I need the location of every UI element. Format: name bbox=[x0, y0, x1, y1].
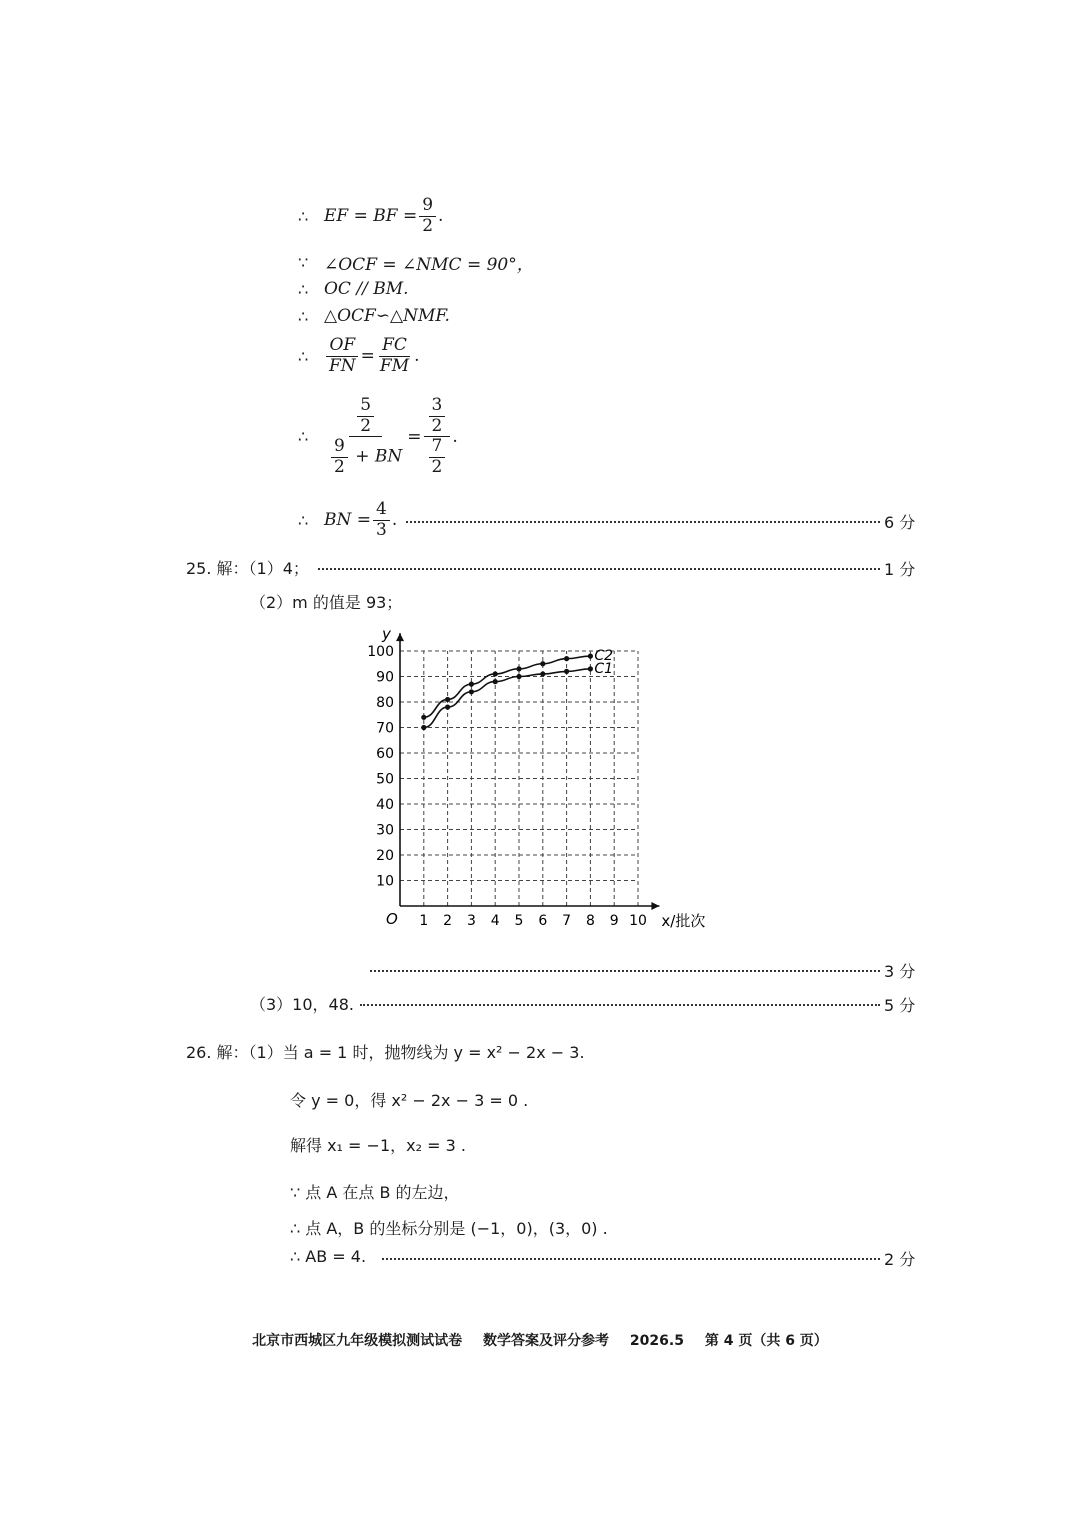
q24-line-parallel bbox=[298, 279, 409, 299]
q26-head: 26. 解：（1）当 a = 1 时，抛物线为 y = x² − 2x − 3. bbox=[186, 1043, 585, 1062]
therefore-symbol: ∴ bbox=[298, 306, 309, 326]
q26-line3: 解得 x₁ = −1，x₂ = 3 . bbox=[290, 1136, 466, 1155]
q24-line-ratio: ∴ $\frac{OF}{FN}$ = $\frac{FC}{FM}$ . bbox=[298, 335, 420, 376]
dot-leader bbox=[406, 521, 880, 523]
similar-triangles: △OCF∽△NMF. bbox=[324, 306, 450, 326]
data-point bbox=[564, 656, 569, 661]
y-axis-label: y bbox=[382, 625, 391, 644]
bn-equation: BN = bbox=[324, 510, 372, 531]
data-point bbox=[493, 671, 498, 676]
dot-leader bbox=[360, 1004, 880, 1006]
q24-line-angle bbox=[298, 250, 534, 275]
chart-ticks bbox=[367, 644, 647, 929]
y-tick-label: 20 bbox=[376, 848, 394, 864]
x-tick-label: 10 bbox=[629, 913, 647, 929]
series-label-c1: C1 bbox=[594, 660, 614, 677]
chart-grid bbox=[400, 651, 638, 906]
q25-part3: （3）10，48. bbox=[250, 995, 354, 1014]
fraction-of-fn: $\frac{OF}{FN}$ bbox=[326, 336, 359, 376]
footer-page: 第 4 页（共 6 页） bbox=[704, 1333, 828, 1349]
x-tick-label: 1 bbox=[419, 913, 429, 929]
data-point bbox=[445, 697, 450, 702]
therefore-symbol: ∴ bbox=[298, 510, 309, 530]
y-tick-label: 10 bbox=[376, 873, 394, 890]
data-point bbox=[469, 689, 474, 694]
x-axis-label: x/批次 bbox=[661, 912, 706, 930]
x-tick-label: 2 bbox=[443, 913, 453, 929]
series-label-c2: C2 bbox=[594, 648, 614, 665]
fraction-4-3: $\frac{4}{3}$ bbox=[373, 500, 390, 540]
origin-label: O bbox=[386, 910, 398, 928]
score-3: 3 分 bbox=[884, 962, 916, 981]
page-footer bbox=[0, 1330, 1080, 1350]
x-tick-label: 7 bbox=[562, 913, 572, 929]
data-point bbox=[516, 674, 521, 679]
fraction-fc-fm: $\frac{FC}{FM}$ bbox=[379, 335, 410, 376]
data-point bbox=[588, 654, 593, 659]
dot-leader bbox=[382, 1258, 880, 1260]
angle-equation: ∠OCF = ∠NMC = 90°， bbox=[324, 255, 534, 275]
compound-fraction-left: $\frac{5}{2}$ $\frac{9}{2}$ + BN bbox=[326, 396, 405, 477]
score-2: 2 分 bbox=[884, 1250, 916, 1269]
y-tick-label: 40 bbox=[376, 797, 394, 813]
dot-leader bbox=[370, 970, 880, 972]
q26-line5: ∴ 点 A，B 的坐标分别是 (−1，0)，(3，0) . bbox=[290, 1219, 608, 1238]
q25-part2: （2）m 的值是 93； bbox=[250, 593, 403, 612]
data-point bbox=[564, 669, 569, 674]
q25-head: 25. 解：（1）4； bbox=[186, 559, 309, 578]
footer-school: 北京市西城区九年级模拟测试试卷 bbox=[252, 1333, 463, 1349]
q24-line-similar bbox=[298, 306, 450, 326]
q24-line-ef: ∴ EF = BF = $\frac{9}{2}$ . bbox=[298, 195, 444, 236]
y-tick-label: 100 bbox=[367, 644, 394, 660]
q24-line-bn: ∴ BN = $\frac{4}{3}$ . bbox=[298, 499, 398, 540]
parallel-statement: OC // BM. bbox=[324, 279, 409, 299]
footer-date: 2026.5 bbox=[629, 1333, 684, 1349]
score-6: 6 分 bbox=[884, 513, 916, 532]
data-point bbox=[421, 725, 426, 730]
y-tick-label: 90 bbox=[376, 669, 394, 686]
data-point bbox=[516, 666, 521, 671]
data-point bbox=[493, 679, 498, 684]
data-point bbox=[469, 682, 474, 687]
x-tick-label: 3 bbox=[466, 913, 476, 929]
chart-axes bbox=[396, 633, 659, 910]
footer-subject: 数学答案及评分参考 bbox=[483, 1333, 610, 1349]
x-tick-label: 8 bbox=[585, 913, 595, 929]
therefore-symbol: ∴ bbox=[298, 346, 309, 366]
y-tick-label: 60 bbox=[376, 746, 394, 762]
data-point bbox=[540, 661, 545, 666]
x-tick-label: 5 bbox=[514, 913, 524, 929]
q26-line4: ∵ 点 A 在点 B 的左边， bbox=[290, 1183, 460, 1202]
dot-leader bbox=[318, 568, 880, 570]
x-axis-arrow bbox=[651, 902, 659, 910]
q24-line-compound: ∴ $\frac{5}{2}$ $\frac{9}{2}$ + BN = $\frac{\frac{3}{2}}{\frac{7}{2}}$ . bbox=[298, 395, 458, 477]
data-point bbox=[445, 705, 450, 710]
score-5: 5 分 bbox=[884, 996, 916, 1015]
data-point bbox=[421, 715, 426, 720]
therefore-symbol: ∴ bbox=[298, 206, 309, 226]
chart-series bbox=[421, 648, 613, 730]
x-tick-label: 6 bbox=[538, 913, 548, 929]
ef-bf-equation: EF = BF = bbox=[324, 206, 418, 227]
y-tick-label: 80 bbox=[376, 695, 394, 711]
score-1: 1 分 bbox=[884, 560, 916, 579]
therefore-symbol: ∴ bbox=[298, 279, 309, 299]
q26-line6: ∴ AB = 4. bbox=[290, 1247, 367, 1266]
x-tick-label: 4 bbox=[490, 913, 500, 929]
fraction-9-2: $\frac{9}{2}$ bbox=[419, 196, 436, 236]
y-axis-arrow bbox=[396, 633, 404, 641]
y-tick-label: 30 bbox=[376, 822, 394, 839]
y-tick-label: 70 bbox=[376, 720, 394, 737]
q26-line2: 令 y = 0，得 x² − 2x − 3 = 0 . bbox=[290, 1091, 529, 1110]
therefore-symbol: ∴ bbox=[298, 427, 309, 447]
data-point bbox=[540, 671, 545, 676]
x-tick-label: 9 bbox=[609, 913, 619, 929]
y-tick-label: 50 bbox=[376, 771, 394, 788]
because-symbol: ∵ bbox=[298, 253, 309, 272]
compound-fraction-right: $\frac{\frac{3}{2}}{\frac{7}{2}}$ bbox=[424, 396, 451, 477]
batch-score-chart bbox=[367, 618, 710, 938]
data-point bbox=[588, 666, 593, 671]
